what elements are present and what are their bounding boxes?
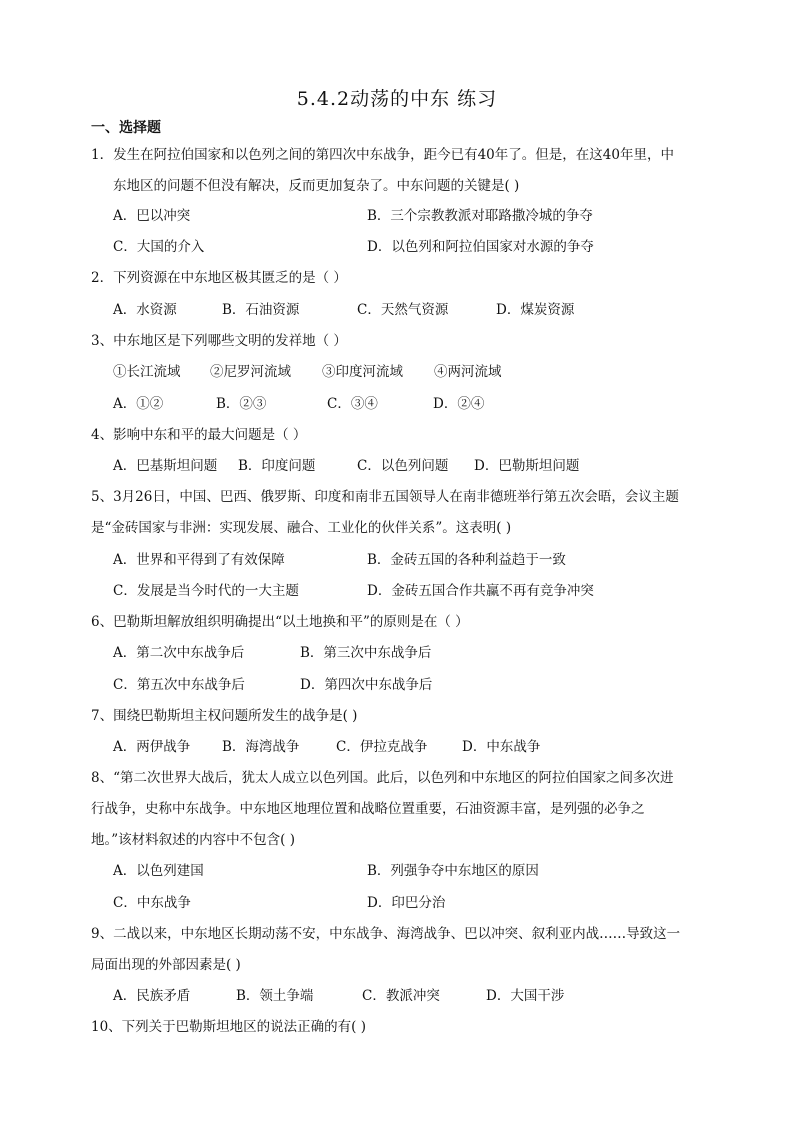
question-5-option-d: D．金砖五国合作共赢不再有竞争冲突 <box>367 583 594 599</box>
question-9-option-a: A．民族矛盾 <box>113 988 191 1004</box>
page-title: 5.4.2动荡的中东 练习 <box>296 88 498 110</box>
question-2-stem: 2．下列资源在中东地区极其匮乏的是（ ） <box>91 270 347 286</box>
question-9-option-d: D．大国干涉 <box>486 988 565 1004</box>
question-8-option-b: B．列强争夺中东地区的原因 <box>367 863 539 879</box>
question-5-option-b: B．金砖五国的各种利益趋于一致 <box>367 552 566 568</box>
question-1-option-d: D．以色列和阿拉伯国家对水源的争夺 <box>367 239 594 255</box>
question-9-option-b: B．领土争端 <box>236 988 314 1004</box>
question-2-option-d: D．煤炭资源 <box>496 302 575 318</box>
question-3-option-b: B．②③ <box>216 396 267 412</box>
question-3-option-d: D．②④ <box>433 396 485 412</box>
question-1-option-b: B．三个宗教教派对耶路撒冷城的争夺 <box>367 208 593 224</box>
question-1-stem-line-1: 1．发生在阿拉伯国家和以色列之间的第四次中东战争，距今已有40年了。但是，在这40年里，中 <box>91 147 674 163</box>
question-1-option-a: A．巴以冲突 <box>113 208 191 224</box>
question-3-stem: 3、中东地区是下列哪些文明的发祥地（ ） <box>91 333 347 349</box>
question-4-option-b: B．印度问题 <box>238 458 316 474</box>
question-2-option-b: B．石油资源 <box>222 302 300 318</box>
question-8-stem-line-1: 8、“第二次世界大战后，犹太人成立以色列国。此后，以色列和中东地区的阿拉伯国家之间多次进 <box>91 770 674 786</box>
question-10-stem: 10、下列关于巴勒斯坦地区的说法正确的有( ) <box>91 1019 367 1035</box>
question-5-option-c: C．发展是当今时代的一大主题 <box>113 583 299 599</box>
question-8-option-c: C．中东战争 <box>113 895 191 911</box>
question-2-option-a: A．水资源 <box>113 302 177 318</box>
question-6-option-c: C．第五次中东战争后 <box>113 677 245 693</box>
question-3-option-a: A．①② <box>113 396 164 412</box>
question-4-option-d: D．巴勒斯坦问题 <box>474 458 580 474</box>
section-heading: 一、选择题 <box>91 120 161 136</box>
question-3-option-c: C．③④ <box>327 396 378 412</box>
question-4-stem: 4、影响中东和平的最大问题是（ ） <box>91 427 307 443</box>
question-7-option-a: A．两伊战争 <box>113 739 191 755</box>
question-3-choice-3: ③印度河流域 <box>322 364 403 380</box>
question-6-stem: 6、巴勒斯坦解放组织明确提出“以土地换和平”的原则是在（ ） <box>91 614 469 630</box>
question-7-option-b: B．海湾战争 <box>222 739 300 755</box>
question-4-option-c: C．以色列问题 <box>357 458 449 474</box>
question-1-stem-line-2: 东地区的问题不但没有解决，反而更加复杂了。中东问题的关键是( ) <box>113 178 520 194</box>
question-5-stem-line-2: 是“金砖国家与非洲：实现发展、融合、工业化的伙伴关系”。这表明( ) <box>91 520 512 536</box>
question-6-option-b: B．第三次中东战争后 <box>300 645 432 661</box>
question-5-option-a: A．世界和平得到了有效保障 <box>113 552 285 568</box>
question-4-option-a: A．巴基斯坦问题 <box>113 458 218 474</box>
question-7-option-d: D．中东战争 <box>462 739 541 755</box>
question-8-stem-line-2: 行战争，史称中东战争。中东地区地理位置和战略位置重要，石油资源丰富，是列强的必争之 <box>91 801 645 817</box>
question-9-option-c: C．教派冲突 <box>362 988 440 1004</box>
question-8-option-d: D．印巴分治 <box>367 895 446 911</box>
question-9-stem-line-1: 9、二战以来，中东地区长期动荡不安，中东战争、海湾战争、巴以冲突、叙利亚内战……导致这一 <box>91 926 681 942</box>
question-7-stem: 7、围绕巴勒斯坦主权问题所发生的战争是( ) <box>91 708 358 724</box>
question-3-choice-4: ④两河流域 <box>434 364 502 380</box>
question-8-stem-line-3: 地。”该材料叙述的内容中不包含( ) <box>91 832 295 848</box>
question-3-choice-1: ①长江流域 <box>113 364 181 380</box>
question-9-stem-line-2: 局面出现的外部因素是( ) <box>91 957 241 973</box>
question-7-option-c: C．伊拉克战争 <box>336 739 428 755</box>
question-2-option-c: C．天然气资源 <box>357 302 449 318</box>
question-8-option-a: A．以色列建国 <box>113 863 204 879</box>
question-6-option-d: D．第四次中东战争后 <box>300 677 433 693</box>
question-3-choice-2: ②尼罗河流域 <box>210 364 291 380</box>
question-5-stem-line-1: 5、3月26日，中国、巴西、俄罗斯、印度和南非五国领导人在南非德班举行第五次会晤，会议主题 <box>91 489 679 505</box>
question-6-option-a: A．第二次中东战争后 <box>113 645 245 661</box>
question-1-option-c: C．大国的介入 <box>113 239 205 255</box>
